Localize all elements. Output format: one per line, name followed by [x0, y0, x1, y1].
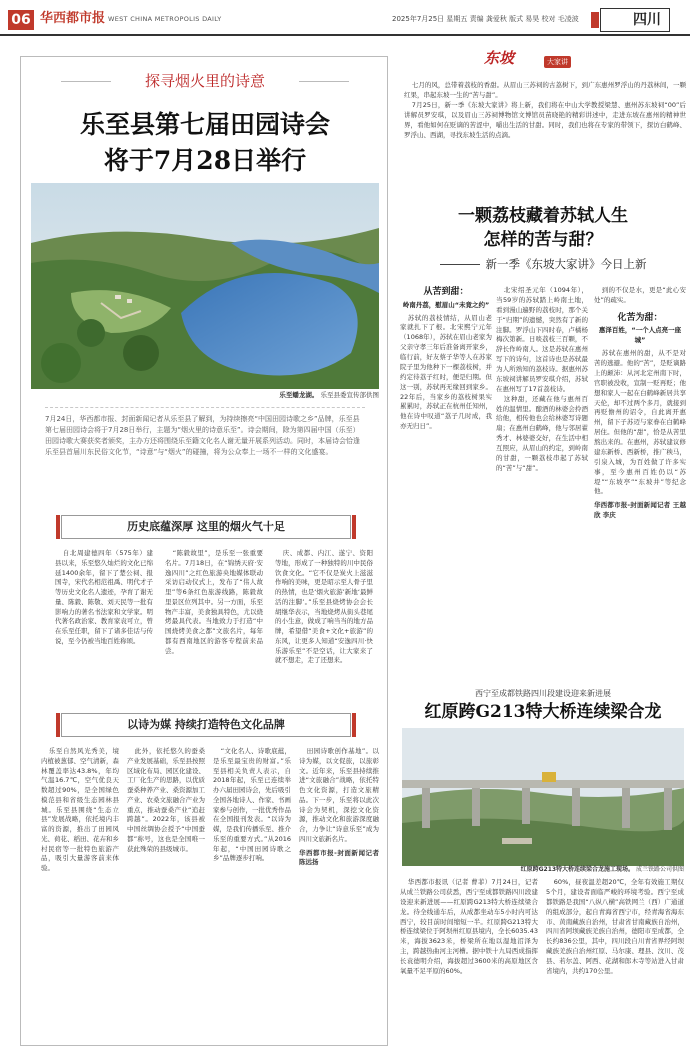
dongpo-subhead: 新一季《东坡大家讲》今日上新	[396, 256, 690, 273]
article-lead: 7月24日，华西都市报、封面新闻记者从乐至县了解到，为持续擦亮“中国田园诗歌之乡”品牌，乐至县第七届田园诗会将于7月28日举行，主题为“烟火里的诗意乐至”。诗会期间，除为第四届中国（乐至）田园诗歌大赛获奖者颁奖，主办方还将围绕乐至籍文化名人谢无量开展系列活动。同时，本届诗会恰逢乐至县首届川东民俗文化节，“诗意”与“烟火”的碰撞，将为公众奉上一场不一样的文化盛宴。	[45, 407, 365, 457]
dongpo-para-1: 苏轼的荔枝情结，从眉山老家就扎下了根。北宋熙宁元年（1068年），苏轼在眉山老家为父亲守孝三年后准备离开家乡，临行前，好友蔡子华等人在苏家院子里为他种下一棵荔枝树，并约定待荔子红时，便是归期。但这一别，苏轼再无缘回到家乡。22年后，当家乡的荔枝树果实累累时，苏轼正在杭州任知州，他在诗中叹道“荔子几时成，我亦无归日”。	[400, 313, 492, 431]
photo-caption	[31, 391, 379, 400]
history-para-1: 自北周建德四年（575年）建县以来，乐至悠久灿烂的文化已绵延1400余年，留下了楚公祠、报国寺，宋代名相范祖禹、明代才子等历史文化名人遗迹，孕育了谢无量、陈毅、陈敬、刘天民等一批有影响力的著名书法家和文学家。明代著名政治家、教育家袁可立，曾在乐至任职，留下了诸多佳话与传说，至今仍被当地百姓称颂。	[55, 549, 153, 645]
poetry-col-3	[213, 747, 291, 864]
masthead-logo: 华西都市报	[40, 11, 106, 26]
feature-headline	[21, 107, 389, 179]
poetry-para-1: 乐至自然风光秀美，境内植被葱郁、空气清新，森林覆盖率达43.8%，年均气温16.7℃，空气优良天数超过90%，是全国绿色模范县和省级生态园林县城。乐至县围绕“生态立县”发展战略，依托境内丰富的资源，推出了田园风光、荷花、稻田、花卉和乡村民宿等一批特色旅游产品，吸引大量游客前来体验。	[41, 747, 119, 872]
subhead-history: 历史底蕴深厚 这里的烟火气十足	[61, 515, 351, 539]
dongpo-logo-badge: 大家讲	[544, 56, 571, 68]
feature-article	[20, 56, 388, 1046]
section-title-turn-bitter: 化苦为甜：	[617, 312, 663, 323]
kicker-rule-right	[299, 81, 349, 82]
section-sub-lychee: 岭南丹荔，慰眉山“未竟之约”	[402, 300, 490, 309]
feature-byline: 华西都市报-封面新闻记者 陈远扬	[299, 848, 379, 867]
poetry-col-1	[41, 747, 119, 874]
caption-title: 乐至蟠龙湖。	[279, 391, 319, 399]
dongpo-logo: 东坡	[484, 49, 515, 67]
bridge-caption-credit: 成兰铁路公司供图	[635, 866, 684, 873]
poetry-para-2: 此外，依托悠久的蚕桑产业发展基础，乐至县按照区域化布局、园区化建设、工厂化生产的思路，以优质蚕桑种养产业、桑资源加工产业、农桑文旅融合产业为重点，推动蚕桑产业“追赶跨越”。2022年，该县被中国丝绸协会授予“中国蚕都”称号，这也是全国唯一获此殊荣的县级城市。	[127, 747, 205, 853]
history-para-2: “陈毅故里”，是乐至一张重要名片。7月18日，在“锦绣天府·安逸四川”之红色旅游央地媒体联动采访启动仪式上，发布了“伟人故里”等6条红色旅游线路，陈毅故里景区位列其中。另一方面，乐至物产丰富，美食独具特色，尤以烧烤最具代表。当地致力于打造“中国烧烤美食之都”文旅名片，每年都有西南地区的游客专程前来品尝。	[165, 549, 263, 655]
rail-para-1: 华西都市报讯（记者 曹菲）7月24日，记者从成兰铁路公司获悉，西宁至成都铁路四川段建设迎来新进展——红原跨G213特大桥连续梁合龙。待全线通车后，从成都坐动车5小时内可达西宁，较目前时间缩短一半。红原跨G213特大桥连续梁位于阿坝州红原县境内，全长6035.43米，海拔3623米，桥梁所在地以湿地沼泽为主，跨越热曲河主河槽。据中铁十九局西成指挥长袁德明介绍，海拔超过3600米的高原地区含氧量不足平原的60%。	[400, 878, 538, 975]
dongpo-col-3	[594, 286, 686, 682]
rail-news-headline: 红原跨G213特大桥连续梁合龙	[424, 702, 662, 722]
subhead-poetry: 以诗为媒 持续打造特色文化品牌	[61, 713, 351, 737]
lake-landscape-illustration	[31, 183, 379, 389]
page-number: 06	[8, 10, 34, 30]
intro-para-1: 七月的风，总带着荔枝的香甜。从眉山三苏祠的古荔树下，到广东惠州罗浮山的丹荔林间，一颗红果，串起东坡一生的“苦与甜”。	[404, 81, 686, 100]
history-col-1	[55, 549, 153, 647]
dongpo-headline-2: 怎样的苦与甜？	[483, 230, 603, 250]
rail-col-1	[400, 878, 538, 1048]
section-sub-benefit: 惠泽百姓，“一个人点亮一座城”	[598, 326, 682, 345]
bridge-illustration	[402, 728, 684, 866]
dongpo-para-3: 这种甜，还藏在他与惠州百姓的温情里。酿酒的林婆会拎酒给他，相传他也会给林婆写诗题扇；在惠州白鹤峰，他与邻居翟秀才、林婆婆交好，在生活中相互照应，从眉山的约定，到岭南的甘甜，一颗荔枝串起了苏轼的“苦”与“甜”。	[496, 394, 588, 472]
caption-credit: 乐至县委宣传部供图	[320, 391, 379, 399]
masthead-english: WEST CHINA METROPOLIS DAILY	[108, 15, 222, 23]
poetry-para-3: “文化名人、诗歌底蕴，是乐至最宝贵的财富。”乐至县相关负责人表示，自2018年起，乐至已连续举办六届田园诗会，先后吸引全国各地诗人、作家、书画家参与创作，一批优秀作品在全国报刊发表。“以诗为媒，是我们传播乐至、推介乐至的重要方式。”从2016年起，“中国田园诗歌之乡”品牌逐步打响。	[213, 747, 291, 863]
dongpo-para-2: 北宋绍圣元年（1094年），当59岁的苏轼踏上岭南土地，看到漫山遍野的荔枝时，那个关于“归期”的遗憾，突然有了新的注脚。罗浮山下四时春，卢橘杨梅次第新。日啖荔枝三百颗，不辞长作岭南人。这是苏轼在惠州写下的诗句，这首诗也是苏轼最为人所熟知的荔枝诗。据惠州苏东坡祠讲解员罗安琪介绍，苏轼在惠州写了17首荔枝诗。	[496, 286, 588, 393]
poetry-section	[37, 747, 385, 1047]
rail-col-2	[546, 878, 684, 1048]
dongpo-byline: 华西都市报-封面新闻记者 王越欣 李庆	[594, 501, 686, 520]
section-title-bitter-to-sweet: 从苦到甜：	[423, 287, 469, 297]
dongpo-headline-1: 一颗荔枝藏着苏轼人生	[458, 206, 628, 226]
dongpo-col-2	[496, 286, 588, 682]
history-col-3	[275, 549, 373, 666]
page-header	[0, 0, 690, 36]
headline-line-2: 将于7月28日举行	[103, 146, 307, 175]
bridge-caption	[402, 866, 684, 875]
poetry-para-4: 田园诗歌创作基地”。以诗为媒，以文促旅，以旅彰文。近年来，乐至县持续推进“文旅融合”战略，依托特色文化资源，打造文旅精品。下一步，乐至将以此次诗会为契机，深挖文化资源，推动文化和旅游深度融合，力争让“诗意乐至”成为四川文旅新名片。	[299, 747, 379, 843]
intro-para-2: 7月25日，新一季《东坡大家讲》将上新，我们将在中山大学教授梁慧、惠州苏东坡祠“00”后讲解员罗安琪，以及眉山三苏祠博物馆文博馆员苗晓艳的精彩讲述中，走进东坡在惠州的精神世界，看他如何在贬谪的苦涩中，嚼出生活的甘甜。同时，我们也将在专家的带领下，探访白鹤峰、罗浮山、西湖，寻找东坡生活的点滴。	[404, 101, 686, 140]
poetry-col-4	[299, 747, 379, 868]
section-label: 四川	[600, 8, 670, 32]
dongpo-para-4: 到的不仅是水，更是“此心安处”的疏实。	[594, 286, 686, 304]
headline-line-1: 乐至县第七届田园诗会	[79, 110, 330, 139]
history-para-3: 庆、成都、内江、遂宁、资阳等地，形成了一种独特的川中民俗饮食文化。“它不仅是炭火上滋滋作响的美味，更是昭示至人骨子里的热情，也是‘烟火旅游’新地‘最鲜活的注脚’。”乐至县烧烤协会会长胡继华表示，当地烧烤从街头巷尾的小生意，做成了响当当的地方品牌，希望借“美食+文化+旅游”的东风，让更多人知道“安逸四川·快乐游乐至”不是空话，让大家来了就不想走，走了还想来。	[275, 549, 373, 665]
bridge-photo	[402, 728, 684, 866]
dongpo-para-5: 苏轼在惠州的甜，从不是对苦的逃避。他的“苦”，是贬谪路上的颠沛：从河北定州南下时，官职被没收，宣制一贬再贬；他想和家人一起在白鹤峰新居共享天伦，却不过两个多月，就接到再贬儋州的诏令，自此离开惠州，留下子苏迈与家眷在白鹤峰居住。但他的“甜”，恰是从苦里熬出来的。在惠州，苏轼建议修建东新桥、西新桥，推广秧马，引泉入城，为百姓做了许多实事，至今惠州百姓仍以“苏堤”“东坡亭”“东坡井”等纪念他。	[594, 349, 686, 496]
dongpo-headline	[396, 204, 690, 252]
lake-photo	[31, 183, 379, 389]
dongpo-intro	[404, 80, 686, 140]
history-col-2	[165, 549, 263, 656]
rail-para-2: 60%，昼夜温差超20℃，全年有效施工期仅5个月，建设者面临严峻的环境考验。西宁至成都铁路是我国“八纵八横”高铁网兰（西）广通道的组成部分，起自青海省西宁市，经青海省海东市、黄南藏族自治州，甘肃省甘南藏族自治州，四川省阿坝藏族羌族自治州，德阳市至成都，全长约836公里，其中，四川段自川青省界经阿坝藏族羌族自治州红原、马尔康、理县、汶川、茂县、若尔盖、阿西、花湖和郎木寺等站进入甘肃省境内，共约170公里。	[546, 878, 684, 975]
rail-news-kicker: 西宁至成都铁路四川段建设迎来新进展	[475, 689, 611, 698]
poetry-col-2	[127, 747, 205, 854]
bridge-caption-title: 红原跨G213特大桥连续梁合龙施工现场。	[520, 866, 635, 873]
dongpo-col-1	[400, 286, 492, 682]
right-column	[396, 40, 690, 1050]
feature-kicker: 探寻烟火里的诗意	[144, 72, 265, 90]
issue-meta: 2025年7月25日 星期五 责编 龚爱秋 版式 易昊 校对 毛凌波	[392, 15, 579, 23]
